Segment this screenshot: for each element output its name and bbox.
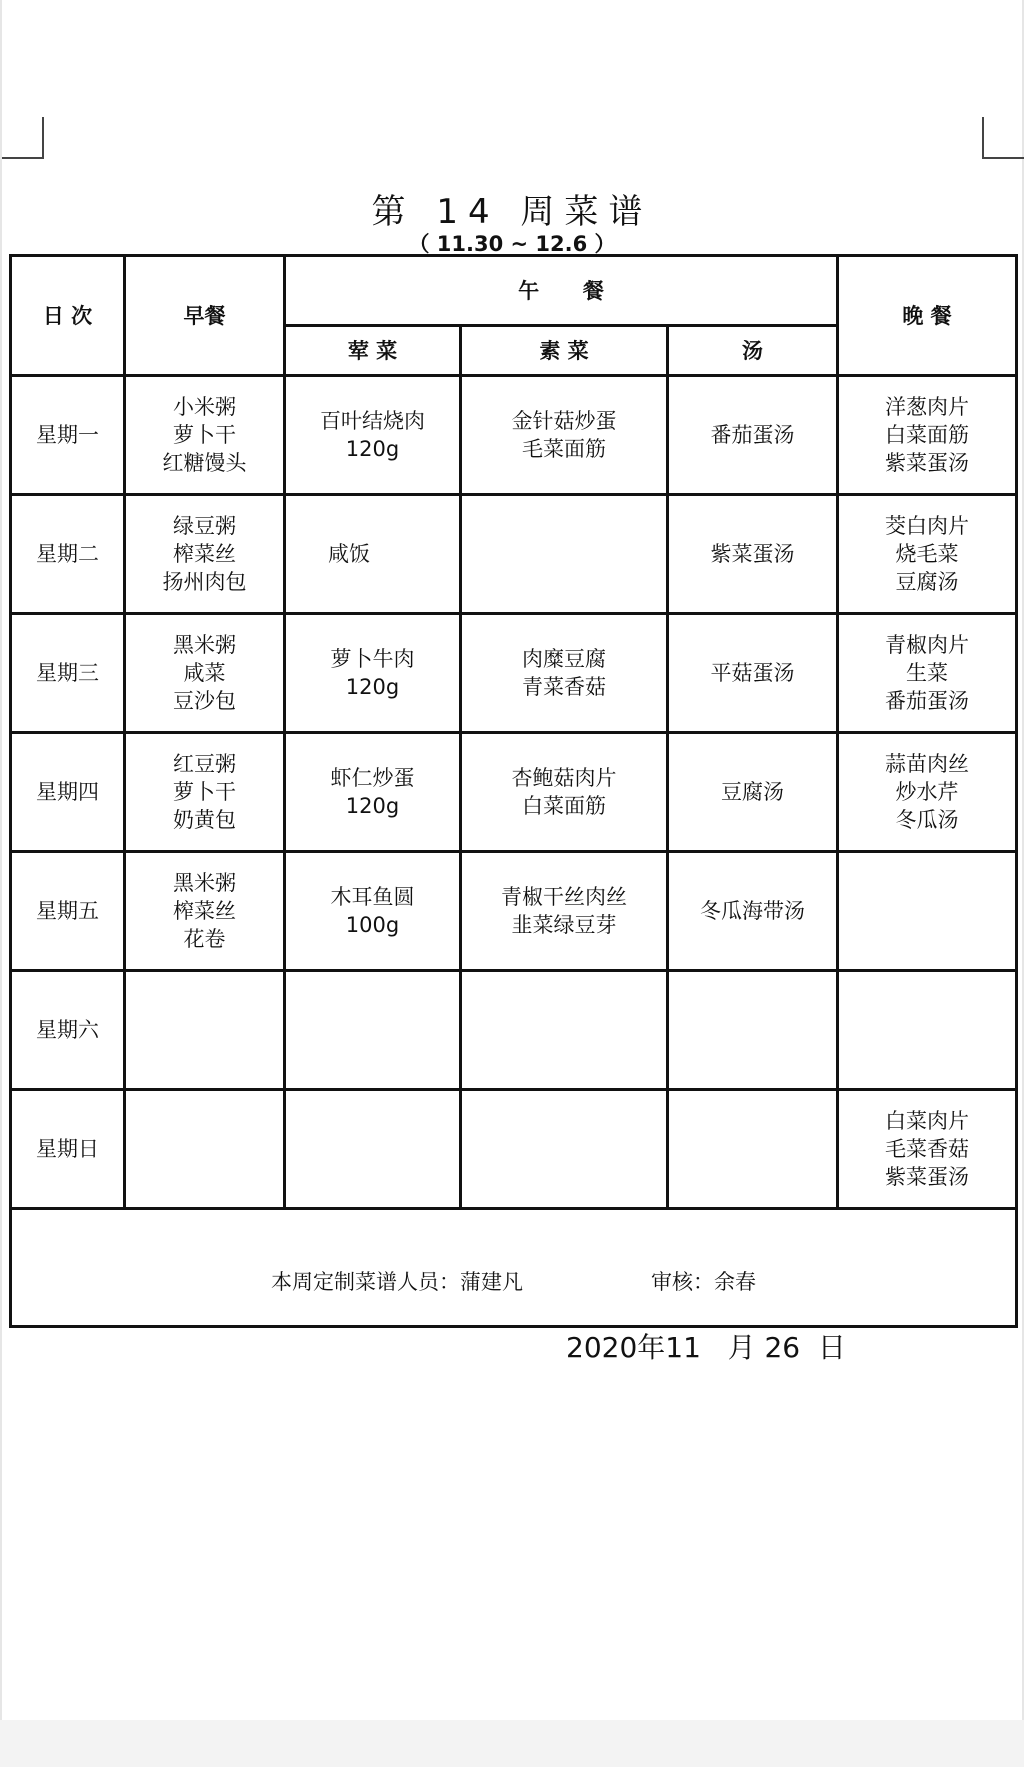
issue-date: 2020年11 月 26 日	[566, 1331, 846, 1364]
footer-cell	[11, 1209, 1017, 1327]
cell-day: 星期日	[11, 1090, 125, 1209]
cell-day: 星期六	[11, 971, 125, 1090]
header-day: 日 次	[11, 256, 125, 376]
cell-soup: 冬瓜海带汤	[668, 852, 838, 971]
viewer-bottom-bar	[0, 1720, 1024, 1767]
cell-dinner: 白菜肉片 毛菜香菇 紫菜蛋汤	[838, 1090, 1017, 1209]
table-row	[11, 1090, 1017, 1209]
header-veg: 素 菜	[461, 326, 668, 376]
cell-veg: 肉糜豆腐 青菜香菇	[461, 614, 668, 733]
cell-meat	[285, 971, 461, 1090]
cell-soup: 平菇蛋汤	[668, 614, 838, 733]
cell-veg	[461, 495, 668, 614]
cell-soup: 番茄蛋汤	[668, 376, 838, 495]
cell-day: 星期二	[11, 495, 125, 614]
cell-meat: 咸饭	[285, 495, 461, 614]
cell-dinner	[838, 852, 1017, 971]
cell-veg	[461, 971, 668, 1090]
header-breakfast: 早餐	[125, 256, 285, 376]
crop-mark-top-left	[2, 117, 44, 159]
cell-day: 星期一	[11, 376, 125, 495]
cell-breakfast: 黑米粥 咸菜 豆沙包	[125, 614, 285, 733]
cell-veg: 青椒干丝肉丝 韭菜绿豆芽	[461, 852, 668, 971]
cell-veg	[461, 1090, 668, 1209]
header-meat: 荤 菜	[285, 326, 461, 376]
cell-dinner	[838, 971, 1017, 1090]
table-row	[11, 614, 1017, 733]
header-lunch: 午 餐	[285, 256, 838, 326]
cell-veg: 杏鲍菇肉片 白菜面筋	[461, 733, 668, 852]
menu-table	[9, 254, 1018, 1328]
cell-breakfast: 红豆粥 萝卜干 奶黄包	[125, 733, 285, 852]
cell-breakfast: 黑米粥 榨菜丝 花卷	[125, 852, 285, 971]
cell-breakfast	[125, 1090, 285, 1209]
table-row	[11, 495, 1017, 614]
cell-veg: 金针菇炒蛋 毛菜面筋	[461, 376, 668, 495]
cell-soup: 豆腐汤	[668, 733, 838, 852]
table-row	[11, 852, 1017, 971]
cell-dinner: 青椒肉片 生菜 番茄蛋汤	[838, 614, 1017, 733]
cell-meat: 萝卜牛肉 120g	[285, 614, 461, 733]
cell-breakfast: 绿豆粥 榨菜丝 扬州肉包	[125, 495, 285, 614]
cell-dinner: 蒜苗肉丝 炒水芹 冬瓜汤	[838, 733, 1017, 852]
cell-day: 星期三	[11, 614, 125, 733]
cell-meat	[285, 1090, 461, 1209]
cell-breakfast: 小米粥 萝卜干 红糖馒头	[125, 376, 285, 495]
table-row	[11, 376, 1017, 495]
header-dinner: 晚 餐	[838, 256, 1017, 376]
cell-soup	[668, 1090, 838, 1209]
cell-meat: 木耳鱼圆 100g	[285, 852, 461, 971]
cell-meat: 百叶结烧肉 120g	[285, 376, 461, 495]
footer-row	[11, 1209, 1017, 1327]
page-edge-left	[0, 0, 2, 1720]
cell-breakfast	[125, 971, 285, 1090]
crop-mark-top-right	[982, 117, 1024, 159]
cell-day: 星期五	[11, 852, 125, 971]
cell-soup: 紫菜蛋汤	[668, 495, 838, 614]
table-row	[11, 971, 1017, 1090]
cell-day: 星期四	[11, 733, 125, 852]
table-row	[11, 733, 1017, 852]
header-soup: 汤	[668, 326, 838, 376]
cell-dinner: 茭白肉片 烧毛菜 豆腐汤	[838, 495, 1017, 614]
planner-text: 本周定制菜谱人员：蒲建凡	[271, 1269, 523, 1294]
page-title: 第 14 周菜谱	[371, 192, 653, 232]
cell-meat: 虾仁炒蛋 120g	[285, 733, 461, 852]
reviewer-text: 审核：余春	[651, 1269, 756, 1294]
cell-dinner: 洋葱肉片 白菜面筋 紫菜蛋汤	[838, 376, 1017, 495]
date-range: （ 11.30 ~ 12.6 ）	[408, 232, 616, 256]
cell-soup	[668, 971, 838, 1090]
